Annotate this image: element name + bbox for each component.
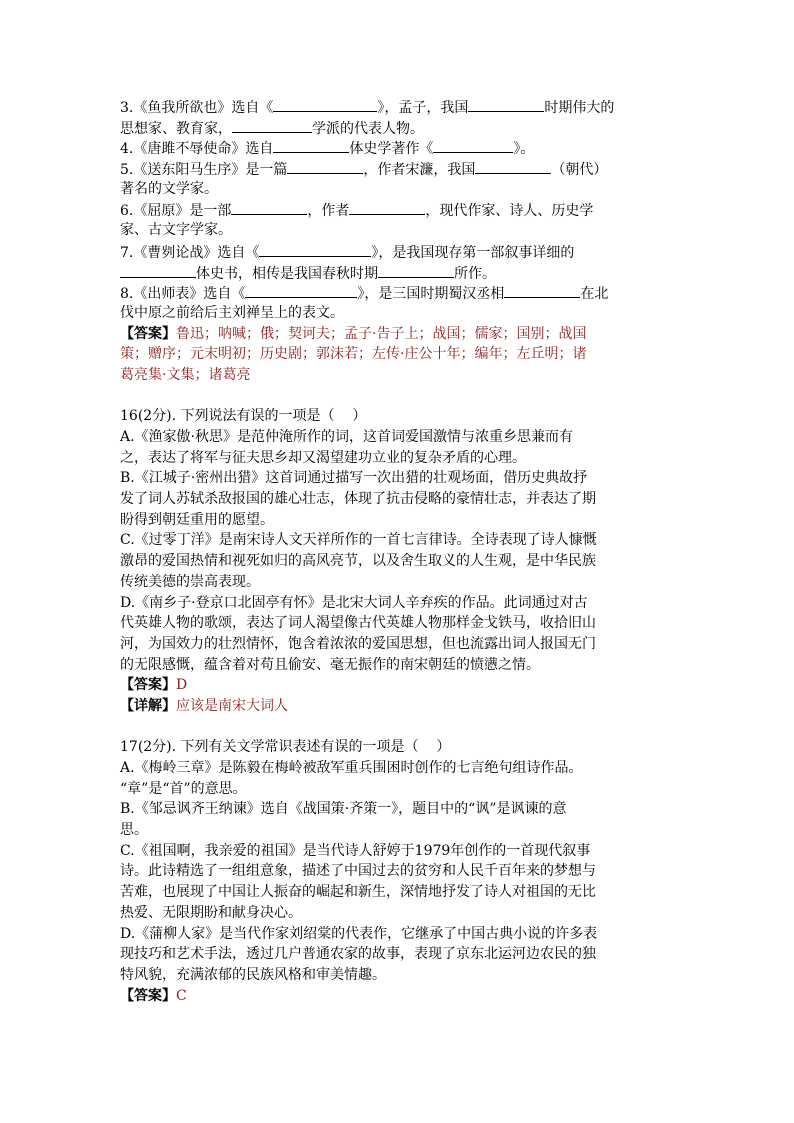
fill-question-line xyxy=(120,303,676,324)
question-line: B.《邹忌讽齐王纳谏》选自《战国策·齐策一》，题目中的“讽”是讽谏的意 xyxy=(120,801,567,818)
question-line: 17(2分). 下列有关文学常识表述有误的一项是（ ） xyxy=(120,739,451,756)
question-line: 热爱、无限期盼和献身决心。 xyxy=(120,904,302,921)
question-line: 传统美德的崇高表现。 xyxy=(120,573,260,590)
question-text: 所作。 xyxy=(454,265,496,282)
document-page xyxy=(120,96,676,1006)
question-line: 思。 xyxy=(120,822,148,839)
question-text: 著名的文学家。 xyxy=(120,180,218,197)
question-text: 》，是我国现存第一部叙事详细的 xyxy=(371,244,575,261)
answer-text: C xyxy=(176,987,187,1004)
answer-blank xyxy=(475,158,551,174)
answer-text: 鲁迅；呐喊；俄；契诃夫；孟子·告子上；战国；儒家；国别；战国 xyxy=(176,325,587,342)
question-text: 》，孟子，我国 xyxy=(377,100,469,116)
fill-question-line xyxy=(120,241,676,262)
question-text: 家、古文字学家。 xyxy=(120,222,232,239)
fill-question-line xyxy=(120,137,676,158)
fill-question-line xyxy=(120,220,676,241)
fill-in-questions xyxy=(120,96,676,324)
fill-question-line xyxy=(120,179,676,200)
answer-blank xyxy=(468,96,544,112)
question-text: 6.《屈原》是一部 xyxy=(120,203,232,220)
answer-line: 葛亮集·文集；诸葛亮 xyxy=(120,366,251,383)
answer-line xyxy=(120,324,676,345)
spacer xyxy=(120,717,676,738)
detail-line xyxy=(120,696,676,717)
answer-blank xyxy=(245,282,357,298)
question-line: D.《南乡子·登京口北固亭有怀》是北宋大词人辛弃疾的作品。此词通过对古 xyxy=(120,594,588,611)
question-line: 激昂的爱国热情和视死如归的高风亮节，以及舍生取义的人生观，是中华民族 xyxy=(120,553,596,570)
fill-question-line xyxy=(120,262,676,283)
question-line: 苦难，也展现了中国让人振奋的崛起和新生，深情地抒发了诗人对祖国的无比 xyxy=(120,884,596,901)
question-line: 河，为国效力的壮烈情怀，饱含着浓浓的爱国思想，但也流露出词人报国无门 xyxy=(120,635,596,652)
answer-block-1 xyxy=(120,324,676,386)
answer-blank xyxy=(232,117,312,133)
question-17 xyxy=(120,737,676,1006)
answer-blank xyxy=(231,199,307,215)
answer-line xyxy=(120,986,676,1007)
fill-question-line xyxy=(120,158,676,179)
question-line: 代英雄人物的歌颂，表达了词人渴望像古代英雄人物那样金戈铁马，收拾旧山 xyxy=(120,615,596,632)
answer-line xyxy=(120,675,676,696)
fill-question-line xyxy=(120,117,676,138)
question-line: 16(2分). 下列说法有误的一项是（ ） xyxy=(120,408,367,425)
question-line: C.《过零丁洋》是南宋诗人文天祥所作的一首七言律诗。全诗表现了诗人慷慨 xyxy=(120,532,597,549)
question-text: 伐中原之前给后主刘禅呈上的表文。 xyxy=(120,304,344,321)
question-line: 发了词人苏轼杀敌报国的雄心壮志，体现了抗击侵略的豪情壮志，并表达了期 xyxy=(120,491,596,508)
answer-label: 【答案】 xyxy=(120,325,176,342)
question-text: 7.《曹刿论战》选自《 xyxy=(120,244,260,261)
question-text: 体史书，相传是我国春秋时期 xyxy=(196,265,378,282)
question-line: 特风貌，充满浓郁的民族风格和审美情趣。 xyxy=(120,966,386,983)
question-line: 之，表达了将军与征夫思乡却又渴望建功立业的复杂矛盾的心理。 xyxy=(120,449,526,466)
answer-label: 【答案】 xyxy=(120,677,176,694)
answer-label: 【答案】 xyxy=(120,987,176,1004)
question-line: “章”是“首”的意思。 xyxy=(120,780,247,797)
answer-blank xyxy=(273,137,349,153)
question-text: 时期伟大的 xyxy=(544,100,615,116)
question-text: 》，是三国时期蜀汉丞相 xyxy=(357,286,505,303)
fill-question-line xyxy=(120,282,676,303)
question-text: （朝代） xyxy=(551,162,608,179)
detail-text: 应该是南宋大词人 xyxy=(176,697,288,714)
question-line: 的无限感慨，蕴含着对苟且偷安、毫无振作的南宋朝廷的愤懑之情。 xyxy=(120,656,540,673)
question-text: 5.《送东阳马生序》是一篇 xyxy=(120,162,288,179)
question-text: ，现代作家、诗人、历史学 xyxy=(425,203,594,220)
question-line: 盼得到朝廷重用的愿望。 xyxy=(120,511,274,528)
question-text: ，作者宋濂，我国 xyxy=(363,162,476,179)
answer-blank xyxy=(287,158,363,174)
question-16 xyxy=(120,406,676,716)
detail-label: 【详解】 xyxy=(120,697,176,714)
question-line: C.《祖国啊，我亲爱的祖国》是当代诗人舒婷于1979年创作的一首现代叙事 xyxy=(120,842,591,859)
question-text: 3.《鱼我所欲也》选自《 xyxy=(120,100,274,116)
spacer xyxy=(120,386,676,407)
fill-question-line xyxy=(120,199,676,220)
question-text: 4.《唐雎不辱使命》选自 xyxy=(120,141,274,158)
question-text: 思想家、教育家， xyxy=(120,120,232,137)
question-text: 》。 xyxy=(513,141,535,158)
answer-text: D xyxy=(176,677,188,694)
answer-line: 策；赠序；元末明初；历史剧；郭沫若；左传·庄公十年；编年；左丘明；诸 xyxy=(120,346,587,363)
answer-blank xyxy=(504,282,580,298)
answer-blank xyxy=(259,241,371,257)
question-line: 现技巧和艺术手法，透过几户普通农家的故事，表现了京东北运河边农民的独 xyxy=(120,946,596,963)
question-text: 学派的代表人物。 xyxy=(312,120,424,137)
answer-blank xyxy=(433,137,513,153)
question-text: 在北 xyxy=(580,286,609,303)
answer-blank xyxy=(273,96,377,112)
fill-question-line xyxy=(120,96,676,117)
question-line: 诗。此诗精选了一组组意象，描述了中国过去的贫穷和人民千百年来的梦想与 xyxy=(120,863,596,880)
question-line: A.《渔家傲·秋思》是范仲淹所作的词，这首词爱国激情与浓重乡思兼而有 xyxy=(120,429,574,445)
answer-blank xyxy=(120,262,196,278)
question-line: B.《江城子·密州出猎》这首词通过描写一次出猎的壮观场面，借历史典故抒 xyxy=(120,470,588,487)
question-text: ，作者 xyxy=(307,203,350,220)
answer-blank xyxy=(378,262,454,278)
answer-blank xyxy=(349,199,425,215)
question-line: A.《梅岭三章》是陈毅在梅岭被敌军重兵围困时创作的七言绝句组诗作品。 xyxy=(120,760,583,776)
question-text: 8.《出师表》选自《 xyxy=(120,286,246,303)
question-line: D.《蒲柳人家》是当代作家刘绍棠的代表作，它继承了中国古典小说的许多表 xyxy=(120,925,598,942)
question-text: 体史学著作《 xyxy=(349,141,434,158)
